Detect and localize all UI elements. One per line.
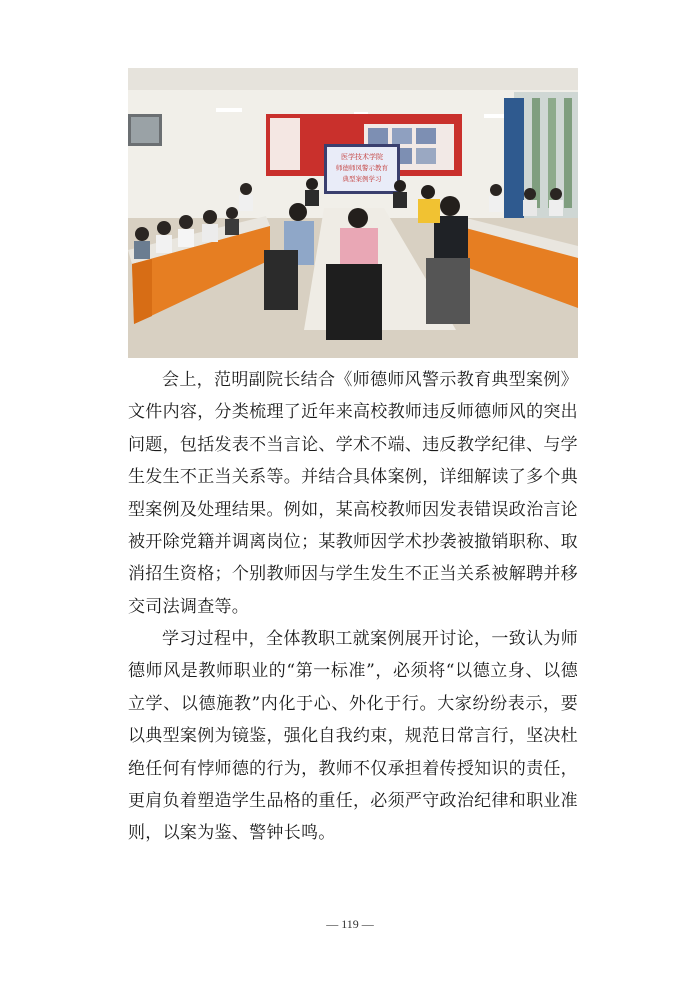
body-paragraph-1: 会上，范明副院长结合《师德师风警示教育典型案例》文件内容，分类梳理了近年来高校教师违反师德师风的突出问题，包括发表不当言论、学术不端、违反教学纪律、与学生发生不正当关系等。并结合具体案例，详细解读了多个典型案例及处理结果。例如，某高校教师因发表错误政治言论被开除党籍并调离岗位；某教师因学术抄袭被撤销职称、取消招生资格；个别教师因与学生发生不正当关系被解聘并移交司法调查等。 xyxy=(128,370,578,617)
screen-text-line-3: 典型案例学习 xyxy=(342,175,382,183)
page-number: — 119 — xyxy=(326,917,374,931)
meeting-photo xyxy=(128,68,578,358)
screen-text-line-2: 师德师风警示教育 xyxy=(336,164,388,172)
screen-text-line-1: 医学技术学院 xyxy=(341,153,383,161)
body-paragraph-2: 学习过程中，全体教职工就案例展开讨论，一致认为师德师风是教师职业的“第一标准”，必须将“以德立身、以德立学、以德施教”内化于心、外化于行。大家纷纷表示，要以典型案例为镜鉴，强化自我约束，规范日常言行，坚决杜绝任何有悖师德的行为，教师不仅承担着传授知识的责任，更肩负着塑造学生品格的重任，必须严守政治纪律和职业准则，以案为鉴、警钟长鸣。 xyxy=(128,629,578,844)
